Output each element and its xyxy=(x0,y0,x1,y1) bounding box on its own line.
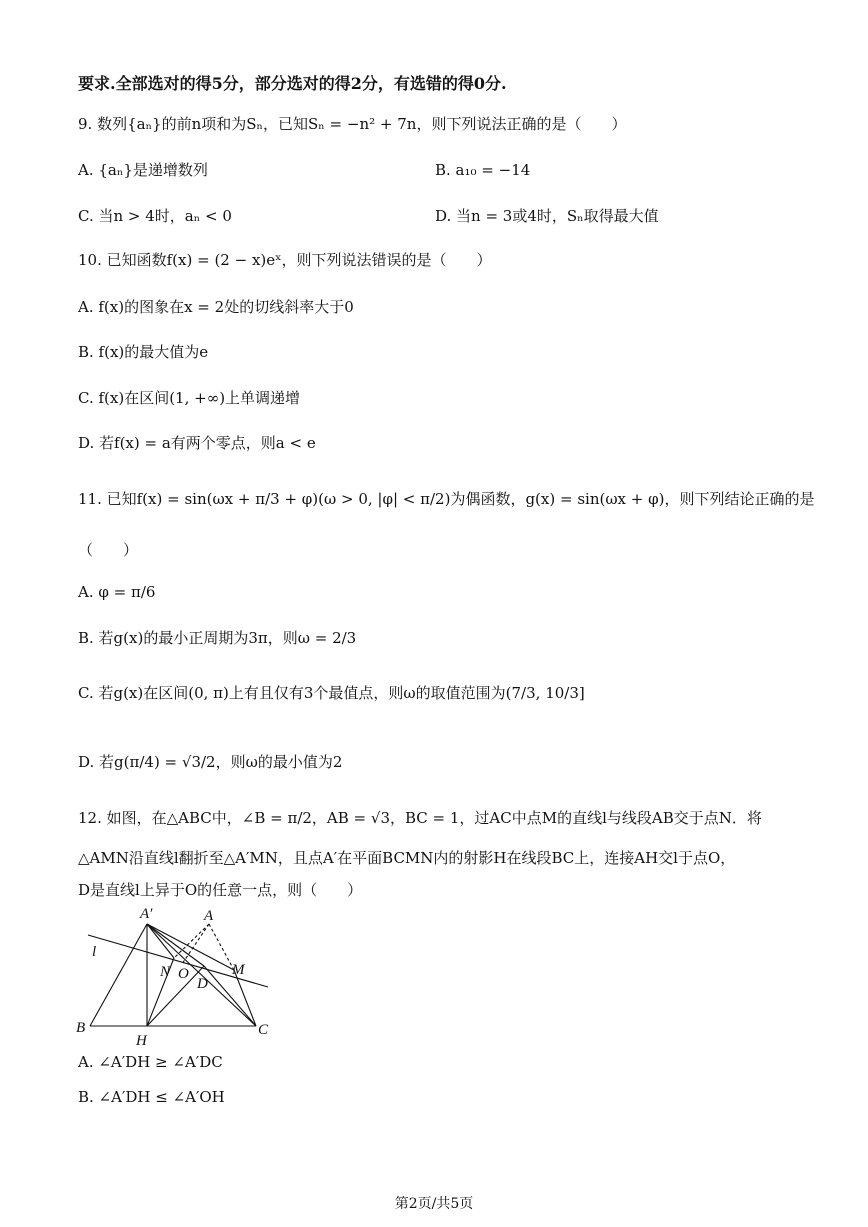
q11-option-a: A. φ = π/6 xyxy=(78,583,156,601)
label-aprime: A′ xyxy=(140,906,153,922)
q10-option-a: A. f(x)的图象在x = 2处的切线斜率大于0 xyxy=(78,298,354,316)
label-d: D xyxy=(197,976,208,992)
segment-d-c xyxy=(204,966,256,1026)
q10-option-b: B. f(x)的最大值为e xyxy=(78,343,209,361)
q9-option-b: B. a₁₀ = −14 xyxy=(435,161,531,179)
q11-option-c: C. 若g(x)在区间(0, π)上有且仅有3个最值点，则ω的取值范围为(7/3, 10/3] xyxy=(78,684,585,702)
q12-stem-line2: △AMN沿直线l翻折至△A′MN，且点A′在平面BCMN内的射影H在线段BC上，连接AH交l于点O， xyxy=(78,849,736,867)
q11-option-d: D. 若g(π/4) = √3/2，则ω的最小值为2 xyxy=(78,753,343,771)
q11-stem: 11. 已知f(x) = sin(ωx + π/3 + φ)(ω > 0, |φ| < π/2)为偶函数，g(x) = sin(ωx + φ)，则下列结论正确的是 xyxy=(78,490,815,508)
q10-option-d: D. 若f(x) = a有两个零点，则a < e xyxy=(78,434,316,452)
label-m: M xyxy=(232,962,245,978)
page-footer: 第2页/共5页 xyxy=(394,1196,474,1212)
q9-option-d: D. 当n = 3或4时，Sₙ取得最大值 xyxy=(435,207,659,225)
q11-answer-paren: （ ） xyxy=(78,541,139,559)
segment-b-aprime xyxy=(90,924,147,1026)
label-h: H xyxy=(136,1033,147,1049)
q9-option-c: C. 当n > 4时，aₙ < 0 xyxy=(78,207,232,225)
scoring-requirement: 要求.全部选对的得5分，部分选对的得2分，有选错的得0分. xyxy=(78,74,507,93)
geometry-figure xyxy=(70,900,280,1050)
q12-stem-line1: 12. 如图，在△ABC中，∠B = π/2，AB = √3，BC = 1，过AC中点M的直线l与线段AB交于点N．将 xyxy=(78,809,762,827)
segment-h-d xyxy=(147,966,204,1026)
q9-option-a: A. {aₙ}是递增数列 xyxy=(78,161,208,179)
q12-option-a: A. ∠A′DH ≥ ∠A′DC xyxy=(78,1053,223,1071)
label-o: O xyxy=(178,966,189,982)
q10-option-c: C. f(x)在区间(1, +∞)上单调递增 xyxy=(78,389,301,407)
label-n: N xyxy=(160,964,171,980)
label-c: C xyxy=(258,1022,269,1038)
label-l: l xyxy=(92,944,97,960)
q10-stem: 10. 已知函数f(x) = (2 − x)eˣ，则下列说法错误的是（ ） xyxy=(78,251,492,269)
dashed-a-o xyxy=(182,924,209,964)
segment-m-c xyxy=(234,970,256,1026)
label-b: B xyxy=(76,1020,86,1036)
label-a: A xyxy=(204,908,214,924)
q11-option-b: B. 若g(x)的最小正周期为3π，则ω = 2/3 xyxy=(78,629,357,647)
q12-option-b: B. ∠A′DH ≤ ∠A′OH xyxy=(78,1088,225,1106)
q12-stem-line3: D是直线l上异于O的任意一点，则（ ） xyxy=(78,881,363,899)
q9-stem: 9. 数列{aₙ}的前n项和为Sₙ，已知Sₙ = −n² + 7n，则下列说法正确的是（ ） xyxy=(78,115,627,133)
